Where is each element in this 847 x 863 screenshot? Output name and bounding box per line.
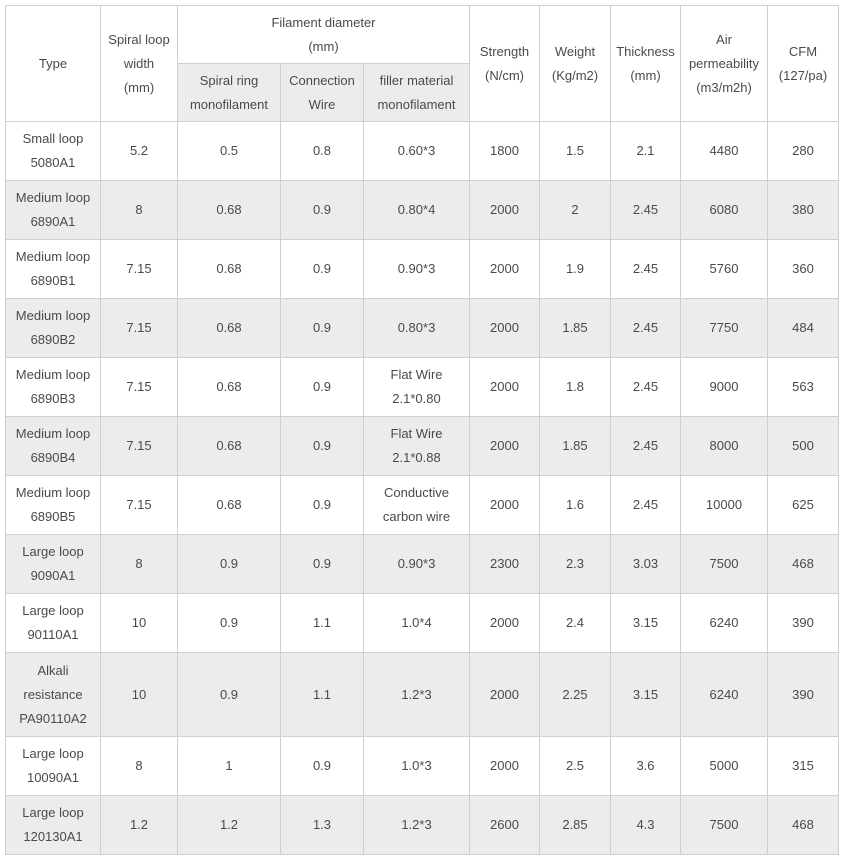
cell-spiral-loop-width: 10: [101, 653, 178, 737]
cell-cfm: 468: [768, 535, 839, 594]
header-thickness: Thickness (mm): [611, 6, 681, 122]
cell-weight: 2.3: [540, 535, 611, 594]
cell-weight: 2: [540, 181, 611, 240]
cell-filler-material: 1.2*3: [364, 796, 470, 855]
header-row: [6, 6, 839, 64]
cell-spiral-loop-width: 7.15: [101, 240, 178, 299]
cell-filler-material: 0.80*4: [364, 181, 470, 240]
cell-type: Large loop 90110A1: [6, 594, 101, 653]
cell-air-permeability: 7750: [681, 299, 768, 358]
table-row: [6, 476, 839, 535]
cell-thickness: 2.45: [611, 417, 681, 476]
cell-cfm: 315: [768, 737, 839, 796]
cell-spiral-ring: 0.9: [178, 535, 281, 594]
cell-connection-wire: 0.9: [281, 476, 364, 535]
cell-thickness: 2.45: [611, 181, 681, 240]
cell-spiral-ring: 0.68: [178, 299, 281, 358]
cell-connection-wire: 0.9: [281, 181, 364, 240]
cell-strength: 2000: [470, 653, 540, 737]
table-row: [6, 240, 839, 299]
cell-filler-material: 0.90*3: [364, 535, 470, 594]
cell-air-permeability: 5760: [681, 240, 768, 299]
cell-strength: 2000: [470, 240, 540, 299]
cell-connection-wire: 0.9: [281, 358, 364, 417]
cell-cfm: 500: [768, 417, 839, 476]
cell-thickness: 2.45: [611, 358, 681, 417]
cell-spiral-loop-width: 5.2: [101, 122, 178, 181]
cell-air-permeability: 4480: [681, 122, 768, 181]
header-cfm: CFM (127/pa): [768, 6, 839, 122]
cell-cfm: 280: [768, 122, 839, 181]
cell-spiral-ring: 0.68: [178, 181, 281, 240]
cell-spiral-ring: 0.68: [178, 358, 281, 417]
header-type: Type: [6, 6, 101, 122]
cell-filler-material: 0.90*3: [364, 240, 470, 299]
cell-spiral-loop-width: 8: [101, 181, 178, 240]
cell-weight: 1.6: [540, 476, 611, 535]
cell-spiral-loop-width: 7.15: [101, 358, 178, 417]
cell-type: Large loop 10090A1: [6, 737, 101, 796]
cell-filler-material: Flat Wire 2.1*0.80: [364, 358, 470, 417]
cell-spiral-loop-width: 8: [101, 737, 178, 796]
cell-air-permeability: 5000: [681, 737, 768, 796]
cell-weight: 1.5: [540, 122, 611, 181]
cell-weight: 2.25: [540, 653, 611, 737]
cell-filler-material: 0.80*3: [364, 299, 470, 358]
cell-weight: 2.5: [540, 737, 611, 796]
cell-strength: 2000: [470, 417, 540, 476]
cell-strength: 2300: [470, 535, 540, 594]
cell-connection-wire: 0.9: [281, 240, 364, 299]
cell-air-permeability: 6080: [681, 181, 768, 240]
cell-thickness: 3.03: [611, 535, 681, 594]
cell-connection-wire: 1.3: [281, 796, 364, 855]
cell-type: Medium loop 6890B4: [6, 417, 101, 476]
cell-spiral-loop-width: 10: [101, 594, 178, 653]
cell-filler-material: 1.0*4: [364, 594, 470, 653]
cell-air-permeability: 9000: [681, 358, 768, 417]
cell-cfm: 360: [768, 240, 839, 299]
cell-type: Large loop 9090A1: [6, 535, 101, 594]
cell-connection-wire: 0.9: [281, 737, 364, 796]
cell-type: Medium loop 6890B2: [6, 299, 101, 358]
cell-air-permeability: 6240: [681, 653, 768, 737]
cell-spiral-ring: 0.68: [178, 240, 281, 299]
cell-filler-material: Conductive carbon wire: [364, 476, 470, 535]
header-air-permeability: Air permeability (m3/m2h): [681, 6, 768, 122]
cell-air-permeability: 8000: [681, 417, 768, 476]
cell-weight: 2.4: [540, 594, 611, 653]
cell-air-permeability: 6240: [681, 594, 768, 653]
header-spiral-ring: Spiral ring monofilament: [178, 64, 281, 122]
cell-spiral-ring: 0.68: [178, 476, 281, 535]
cell-strength: 2000: [470, 594, 540, 653]
table-row: [6, 653, 839, 737]
table-row: [6, 594, 839, 653]
cell-strength: 1800: [470, 122, 540, 181]
cell-cfm: 625: [768, 476, 839, 535]
cell-spiral-ring: 1.2: [178, 796, 281, 855]
cell-thickness: 4.3: [611, 796, 681, 855]
header-connection-wire: Connection Wire: [281, 64, 364, 122]
cell-thickness: 3.15: [611, 653, 681, 737]
table-header: [6, 6, 839, 122]
cell-air-permeability: 7500: [681, 535, 768, 594]
table-row: [6, 122, 839, 181]
cell-type: Small loop 5080A1: [6, 122, 101, 181]
cell-spiral-ring: 1: [178, 737, 281, 796]
cell-connection-wire: 1.1: [281, 653, 364, 737]
cell-cfm: 390: [768, 653, 839, 737]
cell-filler-material: Flat Wire 2.1*0.88: [364, 417, 470, 476]
cell-spiral-loop-width: 7.15: [101, 299, 178, 358]
header-filament-diameter: Filament diameter (mm): [178, 6, 470, 64]
cell-spiral-ring: 0.68: [178, 417, 281, 476]
cell-connection-wire: 0.9: [281, 535, 364, 594]
cell-type: Medium loop 6890B5: [6, 476, 101, 535]
cell-type: Alkali resistance PA90110A2: [6, 653, 101, 737]
cell-spiral-loop-width: 8: [101, 535, 178, 594]
cell-thickness: 3.6: [611, 737, 681, 796]
cell-strength: 2000: [470, 181, 540, 240]
cell-cfm: 468: [768, 796, 839, 855]
spec-table: [5, 5, 839, 855]
cell-air-permeability: 7500: [681, 796, 768, 855]
cell-filler-material: 1.0*3: [364, 737, 470, 796]
cell-type: Medium loop 6890B3: [6, 358, 101, 417]
cell-weight: 2.85: [540, 796, 611, 855]
cell-strength: 2600: [470, 796, 540, 855]
cell-spiral-ring: 0.5: [178, 122, 281, 181]
table-row: [6, 535, 839, 594]
cell-thickness: 2.45: [611, 476, 681, 535]
cell-spiral-loop-width: 7.15: [101, 476, 178, 535]
cell-weight: 1.85: [540, 299, 611, 358]
cell-spiral-ring: 0.9: [178, 594, 281, 653]
table-row: [6, 181, 839, 240]
table-row: [6, 299, 839, 358]
cell-spiral-loop-width: 1.2: [101, 796, 178, 855]
cell-spiral-ring: 0.9: [178, 653, 281, 737]
table-body: [6, 122, 839, 855]
cell-thickness: 2.45: [611, 299, 681, 358]
cell-type: Medium loop 6890A1: [6, 181, 101, 240]
cell-weight: 1.85: [540, 417, 611, 476]
header-weight: Weight (Kg/m2): [540, 6, 611, 122]
cell-strength: 2000: [470, 358, 540, 417]
cell-cfm: 380: [768, 181, 839, 240]
cell-strength: 2000: [470, 299, 540, 358]
cell-connection-wire: 0.9: [281, 417, 364, 476]
cell-cfm: 484: [768, 299, 839, 358]
table-row: [6, 796, 839, 855]
cell-thickness: 3.15: [611, 594, 681, 653]
header-spiral-loop-width: Spiral loop width (mm): [101, 6, 178, 122]
cell-weight: 1.9: [540, 240, 611, 299]
cell-thickness: 2.1: [611, 122, 681, 181]
cell-spiral-loop-width: 7.15: [101, 417, 178, 476]
cell-strength: 2000: [470, 737, 540, 796]
cell-thickness: 2.45: [611, 240, 681, 299]
header-filler-material: filler material monofilament: [364, 64, 470, 122]
cell-cfm: 390: [768, 594, 839, 653]
cell-strength: 2000: [470, 476, 540, 535]
header-strength: Strength (N/cm): [470, 6, 540, 122]
cell-filler-material: 0.60*3: [364, 122, 470, 181]
table-row: [6, 737, 839, 796]
cell-connection-wire: 0.9: [281, 299, 364, 358]
cell-type: Medium loop 6890B1: [6, 240, 101, 299]
cell-filler-material: 1.2*3: [364, 653, 470, 737]
cell-connection-wire: 1.1: [281, 594, 364, 653]
cell-air-permeability: 10000: [681, 476, 768, 535]
cell-cfm: 563: [768, 358, 839, 417]
cell-weight: 1.8: [540, 358, 611, 417]
table-row: [6, 358, 839, 417]
cell-type: Large loop 120130A1: [6, 796, 101, 855]
cell-connection-wire: 0.8: [281, 122, 364, 181]
table-row: [6, 417, 839, 476]
